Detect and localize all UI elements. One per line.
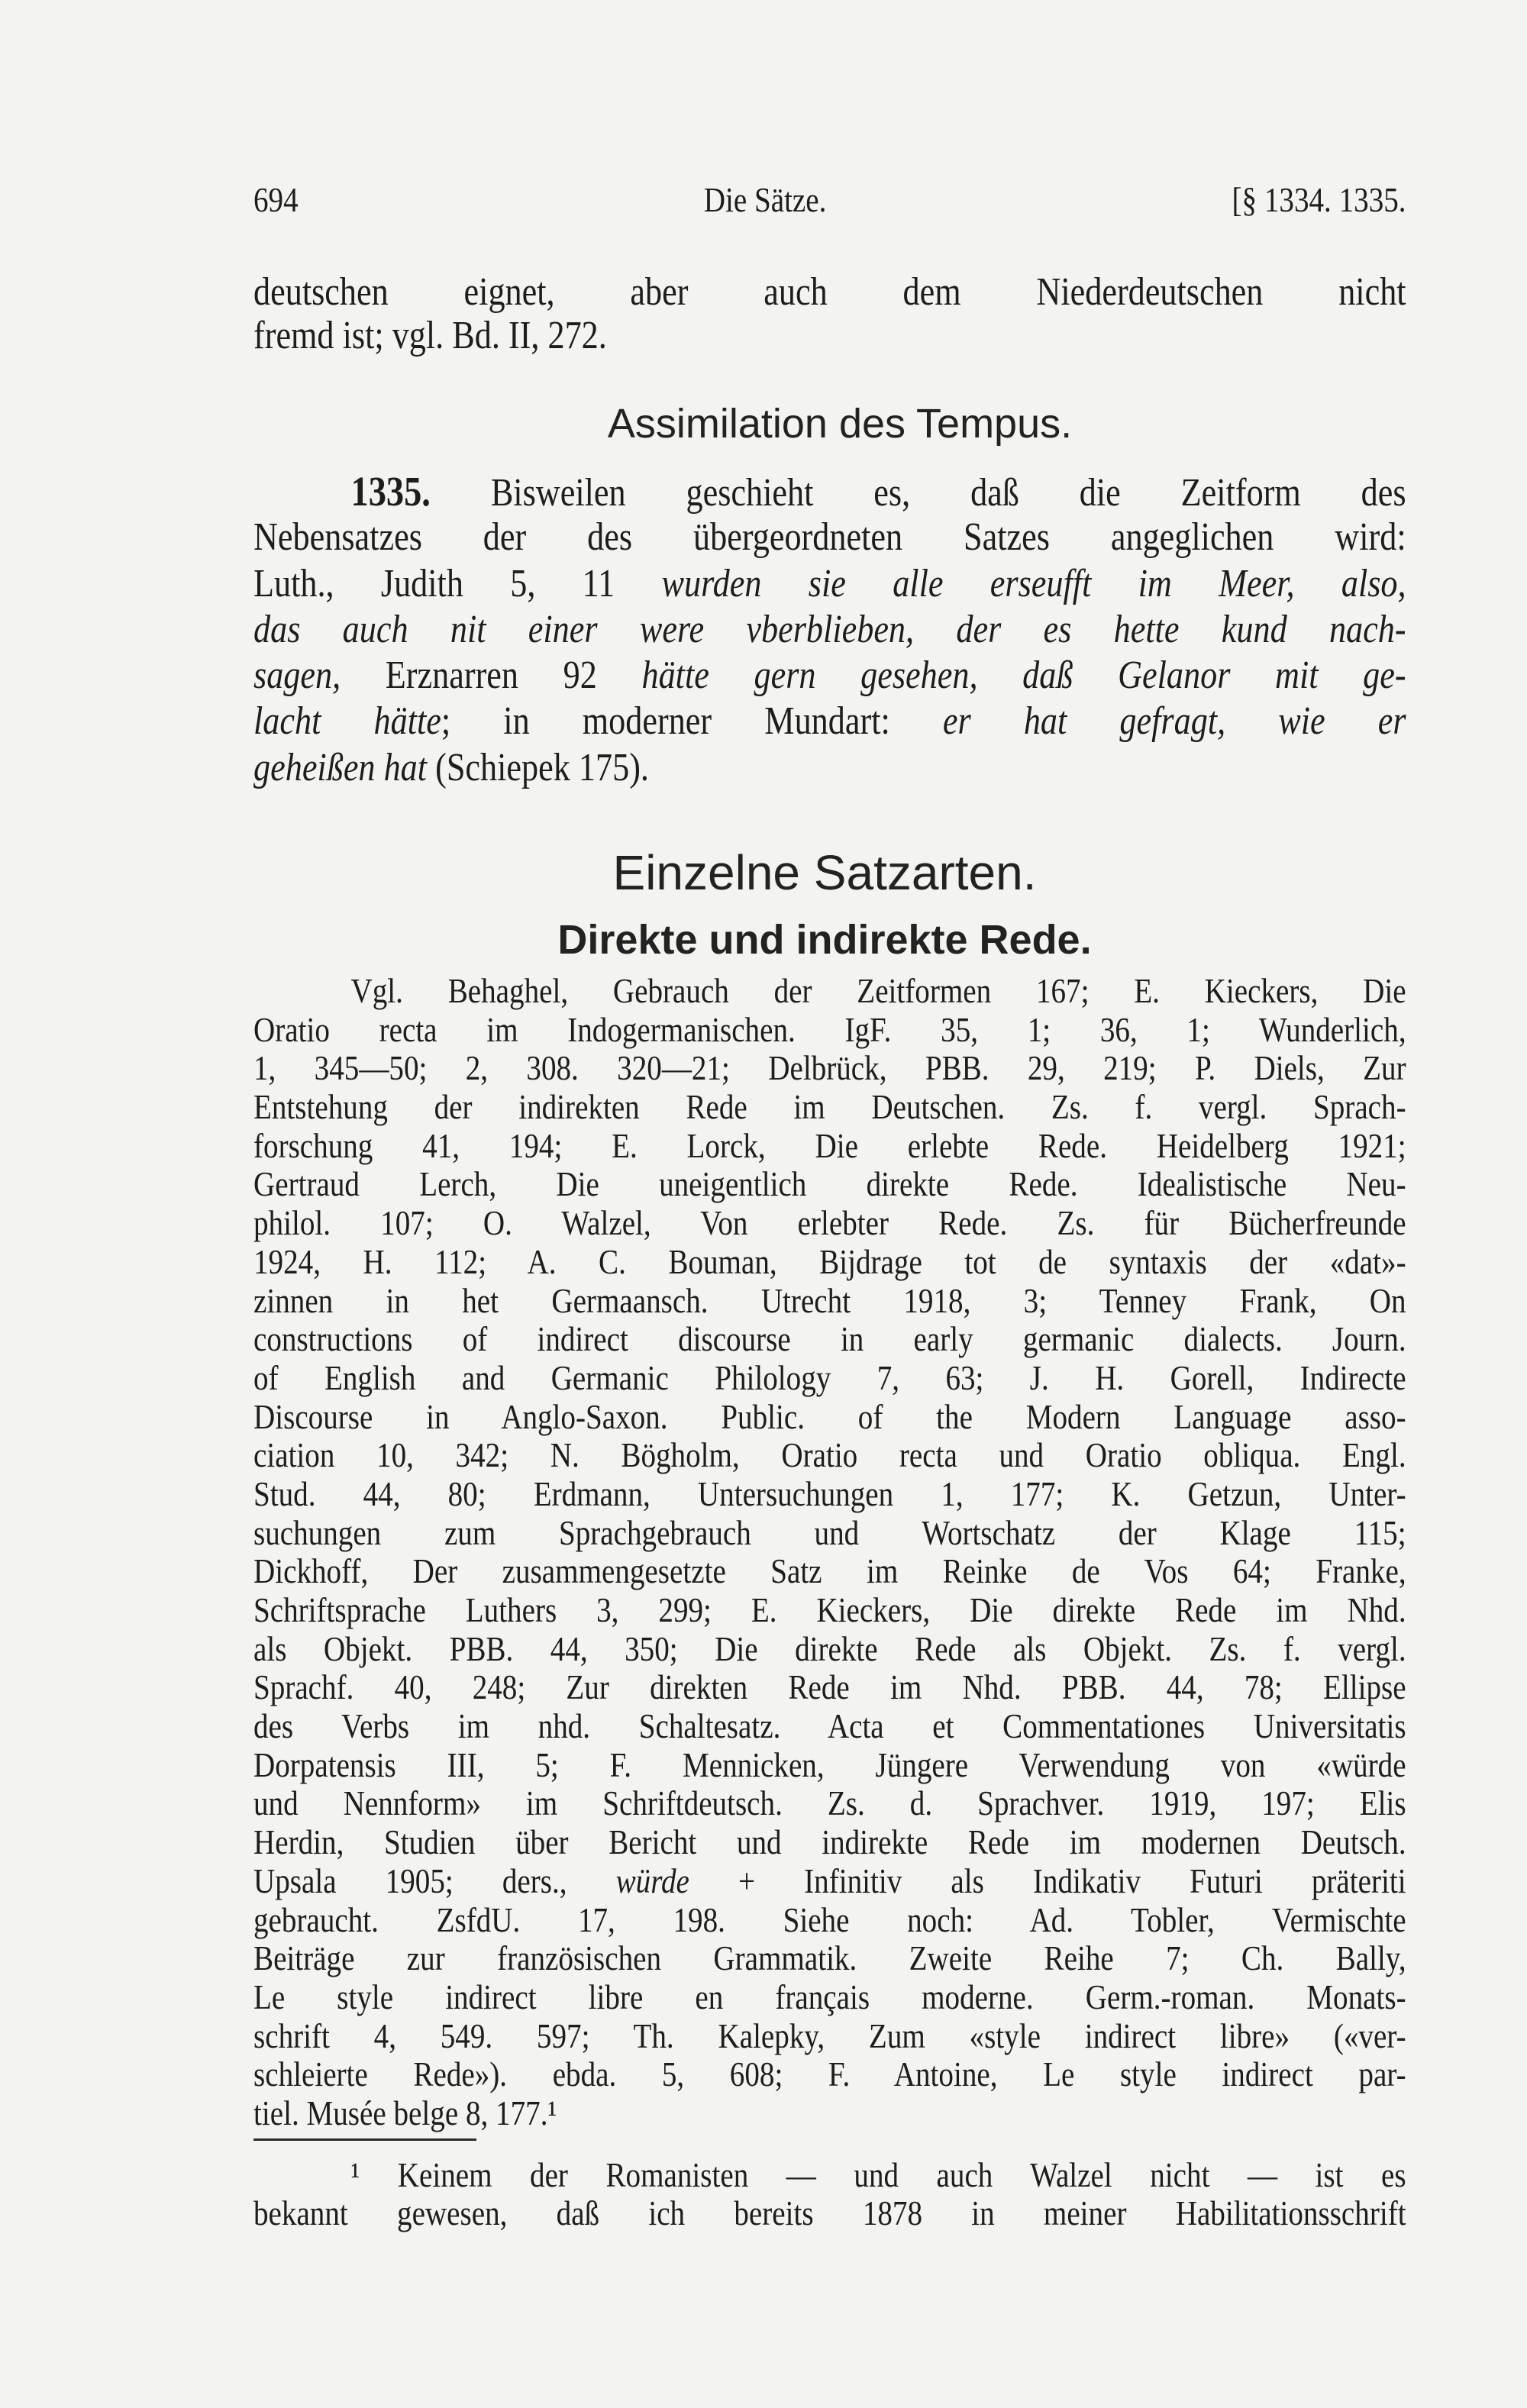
- text-line: [253, 1514, 1406, 1553]
- text-run: Discourse in Anglo-Saxon. Public. of the Modern Language asso-: [253, 1396, 1406, 1436]
- text-run: Beiträge zur französischen Grammatik. Zweite Reihe 7; Ch. Bally,: [253, 1938, 1406, 1978]
- text-run: und Nennform» im Schriftdeutsch. Zs. d. Sprachver. 1919, 197; Elis: [253, 1783, 1406, 1823]
- footnote-separator: [253, 2138, 476, 2141]
- text-run: constructions of indirect discourse in early germanic dialects. Journ.: [253, 1319, 1406, 1359]
- text-line: [253, 314, 1406, 357]
- paragraph-continuation: [253, 270, 1406, 357]
- italic-quote: hätte gern gesehen, daß Gelanor mit ge-: [641, 654, 1406, 698]
- text-line: [253, 1165, 1406, 1204]
- text-line: [253, 972, 1406, 1011]
- text-run: deutschen eignet, aber auch dem Niederdeutschen nicht: [253, 270, 1406, 314]
- text-line: [253, 515, 1406, 560]
- text-run: Nebensatzes der des übergeordneten Satzes angeglichen wird:: [253, 515, 1406, 560]
- running-header: [253, 179, 1406, 221]
- italic-quote: sagen,: [253, 654, 341, 698]
- text-line: [253, 2156, 1406, 2194]
- text-line: [253, 607, 1406, 653]
- text-run: forschung 41, 194; E. Lorck, Die erlebte Rede. Heidelberg 1921;: [253, 1125, 1406, 1165]
- paragraph-number: 1335.: [350, 468, 431, 515]
- italic-quote: wurden sie alle erseufft im Meer, also,: [661, 561, 1406, 605]
- text-line: [253, 745, 1406, 791]
- text-run: Dickhoff, Der zusammengesetzte Satz im Reinke de Vos 64; Franke,: [253, 1551, 1406, 1591]
- text-run: Entstehung der indirekten Rede im Deutschen. Zs. f. vergl. Sprach-: [253, 1087, 1406, 1127]
- text-run: Luth., Judith 5, 11: [253, 561, 662, 605]
- bibliography-paragraph: [253, 972, 1406, 2133]
- text-line: [253, 561, 1406, 607]
- text-line: [253, 2017, 1406, 2056]
- text-run: of English and Germanic Philology 7, 63; J. H. Gorell, Indirecte: [253, 1357, 1406, 1397]
- text-line: [253, 1398, 1406, 1437]
- text-run: ; in moderner Mundart:: [441, 699, 943, 744]
- text-run: 1, 345—50; 2, 308. 320—21; Delbrück, PBB. 29, 219; P. Diels, Zur: [253, 1048, 1406, 1088]
- text-run: (Schiepek 175).: [427, 745, 649, 789]
- text-run: des Verbs im nhd. Schaltesatz. Acta et Commentationes Universitatis: [253, 1706, 1406, 1746]
- text-line: [253, 1668, 1406, 1707]
- text-line: [253, 1011, 1406, 1050]
- paragraph-1335: [253, 469, 1406, 791]
- italic-quote: würde: [615, 1861, 689, 1900]
- text-run: Le style indirect libre en français moderne. Germ.-roman. Monats-: [253, 1977, 1406, 2016]
- text-line: [253, 1746, 1406, 1785]
- text-line: [253, 1707, 1406, 1746]
- text-run: Bisweilen geschieht es, daß die Zeitform des: [430, 471, 1406, 515]
- text-line: [253, 1204, 1406, 1243]
- text-line: [253, 1436, 1406, 1475]
- text-line: [253, 1320, 1406, 1359]
- text-line: [253, 270, 1406, 314]
- text-run: ¹ Keinem der Romanisten — und auch Walzel nicht — ist es: [350, 2155, 1406, 2194]
- text-line: [253, 2194, 1406, 2232]
- text-run: suchungen zum Sprachgebrauch und Wortschatz der Klage 115;: [253, 1512, 1406, 1552]
- text-run: Sprachf. 40, 248; Zur direkten Rede im Nhd. PBB. 44, 78; Ellipse: [253, 1667, 1406, 1707]
- text-line: [253, 1862, 1406, 1901]
- text-line: [253, 1359, 1406, 1398]
- text-run: Herdin, Studien über Bericht und indirekte Rede im modernen Deutsch.: [253, 1822, 1406, 1862]
- section-heading-assimilation: Assimilation des Tempus.: [607, 401, 1073, 447]
- text-line: [253, 1901, 1406, 1940]
- text-run: schleierte Rede»). ebda. 5, 608; F. Antoine, Le style indirect par-: [253, 2055, 1406, 2094]
- chapter-heading-einzelne-satzarten: Einzelne Satzarten.: [612, 845, 1037, 900]
- text-line: [253, 2094, 1406, 2133]
- text-line: [253, 1049, 1406, 1088]
- text-run: Oratio recta im Indogermanischen. IgF. 35, 1; 36, 1; Wunderlich,: [253, 1009, 1406, 1049]
- text-line: [253, 1088, 1406, 1127]
- text-line: [253, 1823, 1406, 1862]
- text-run: Schriftsprache Luthers 3, 299; E. Kieckers, Die direkte Rede im Nhd.: [253, 1590, 1406, 1629]
- text-line: [253, 1552, 1406, 1591]
- text-run: schrift 4, 549. 597; Th. Kalepky, Zum «style indirect libre» («ver-: [253, 2016, 1406, 2055]
- text-line: [253, 1939, 1406, 1978]
- text-line: [253, 469, 1406, 515]
- running-title: Die Sätze.: [703, 180, 827, 219]
- text-run: Erznarren 92: [341, 654, 642, 698]
- section-heading-direkte-rede: Direkte und indirekte Rede.: [557, 917, 1092, 963]
- text-line: [253, 1591, 1406, 1630]
- text-run: philol. 107; O. Walzel, Von erlebter Rede. Zs. für Bücherfreunde: [253, 1203, 1406, 1243]
- text-run: + Infinitiv als Indikativ Futuri präteriti: [689, 1861, 1406, 1900]
- text-run: gebraucht. ZsfdU. 17, 198. Siehe noch: Ad. Tobler, Vermischte: [253, 1900, 1406, 1939]
- section-reference: [§ 1334. 1335.: [1232, 180, 1406, 219]
- text-run: Dorpatensis III, 5; F. Mennicken, Jüngere Verwendung von «würde: [253, 1745, 1406, 1784]
- text-run: 1924, H. 112; A. C. Bouman, Bijdrage tot de syntaxis der «dat»-: [253, 1241, 1406, 1281]
- italic-quote: geheißen hat: [253, 745, 428, 789]
- text-line: [253, 699, 1406, 744]
- page-number: 694: [253, 180, 299, 219]
- text-run: tiel. Musée belge 8, 177.¹: [253, 2093, 557, 2132]
- text-line: [253, 2055, 1406, 2094]
- text-run: Stud. 44, 80; Erdmann, Untersuchungen 1, 177; K. Getzun, Unter-: [253, 1474, 1406, 1513]
- text-run: ciation 10, 342; N. Bögholm, Oratio recta und Oratio obliqua. Engl.: [253, 1435, 1406, 1475]
- text-run: Vgl. Behaghel, Gebrauch der Zeitformen 167; E. Kieckers, Die: [350, 971, 1406, 1010]
- italic-quote: das auch nit einer were vberblieben, der es hette kund nach-: [253, 607, 1406, 651]
- text-line: [253, 653, 1406, 699]
- text-line: [253, 1978, 1406, 2017]
- text-run: Upsala 1905; ders.,: [253, 1861, 616, 1900]
- text-line: [253, 1127, 1406, 1166]
- italic-quote: lacht hätte: [253, 699, 441, 744]
- text-line: [253, 1282, 1406, 1321]
- text-line: [253, 1243, 1406, 1282]
- italic-quote: er hat gefragt, wie er: [942, 699, 1406, 744]
- text-line: [253, 1630, 1406, 1669]
- text-run: bekannt gewesen, daß ich bereits 1878 in meiner Habilitationsschrift: [253, 2193, 1406, 2232]
- text-line: [253, 1475, 1406, 1514]
- text-run: fremd ist; vgl. Bd. II, 272.: [253, 314, 607, 357]
- text-run: Gertraud Lerch, Die uneigentlich direkte Rede. Idealistische Neu-: [253, 1164, 1406, 1204]
- text-run: als Objekt. PBB. 44, 350; Die direkte Rede als Objekt. Zs. f. vergl.: [253, 1628, 1406, 1668]
- footnote: [253, 2156, 1406, 2232]
- text-line: [253, 1784, 1406, 1823]
- text-run: zinnen in het Germaansch. Utrecht 1918, 3; Tenney Frank, On: [253, 1280, 1406, 1320]
